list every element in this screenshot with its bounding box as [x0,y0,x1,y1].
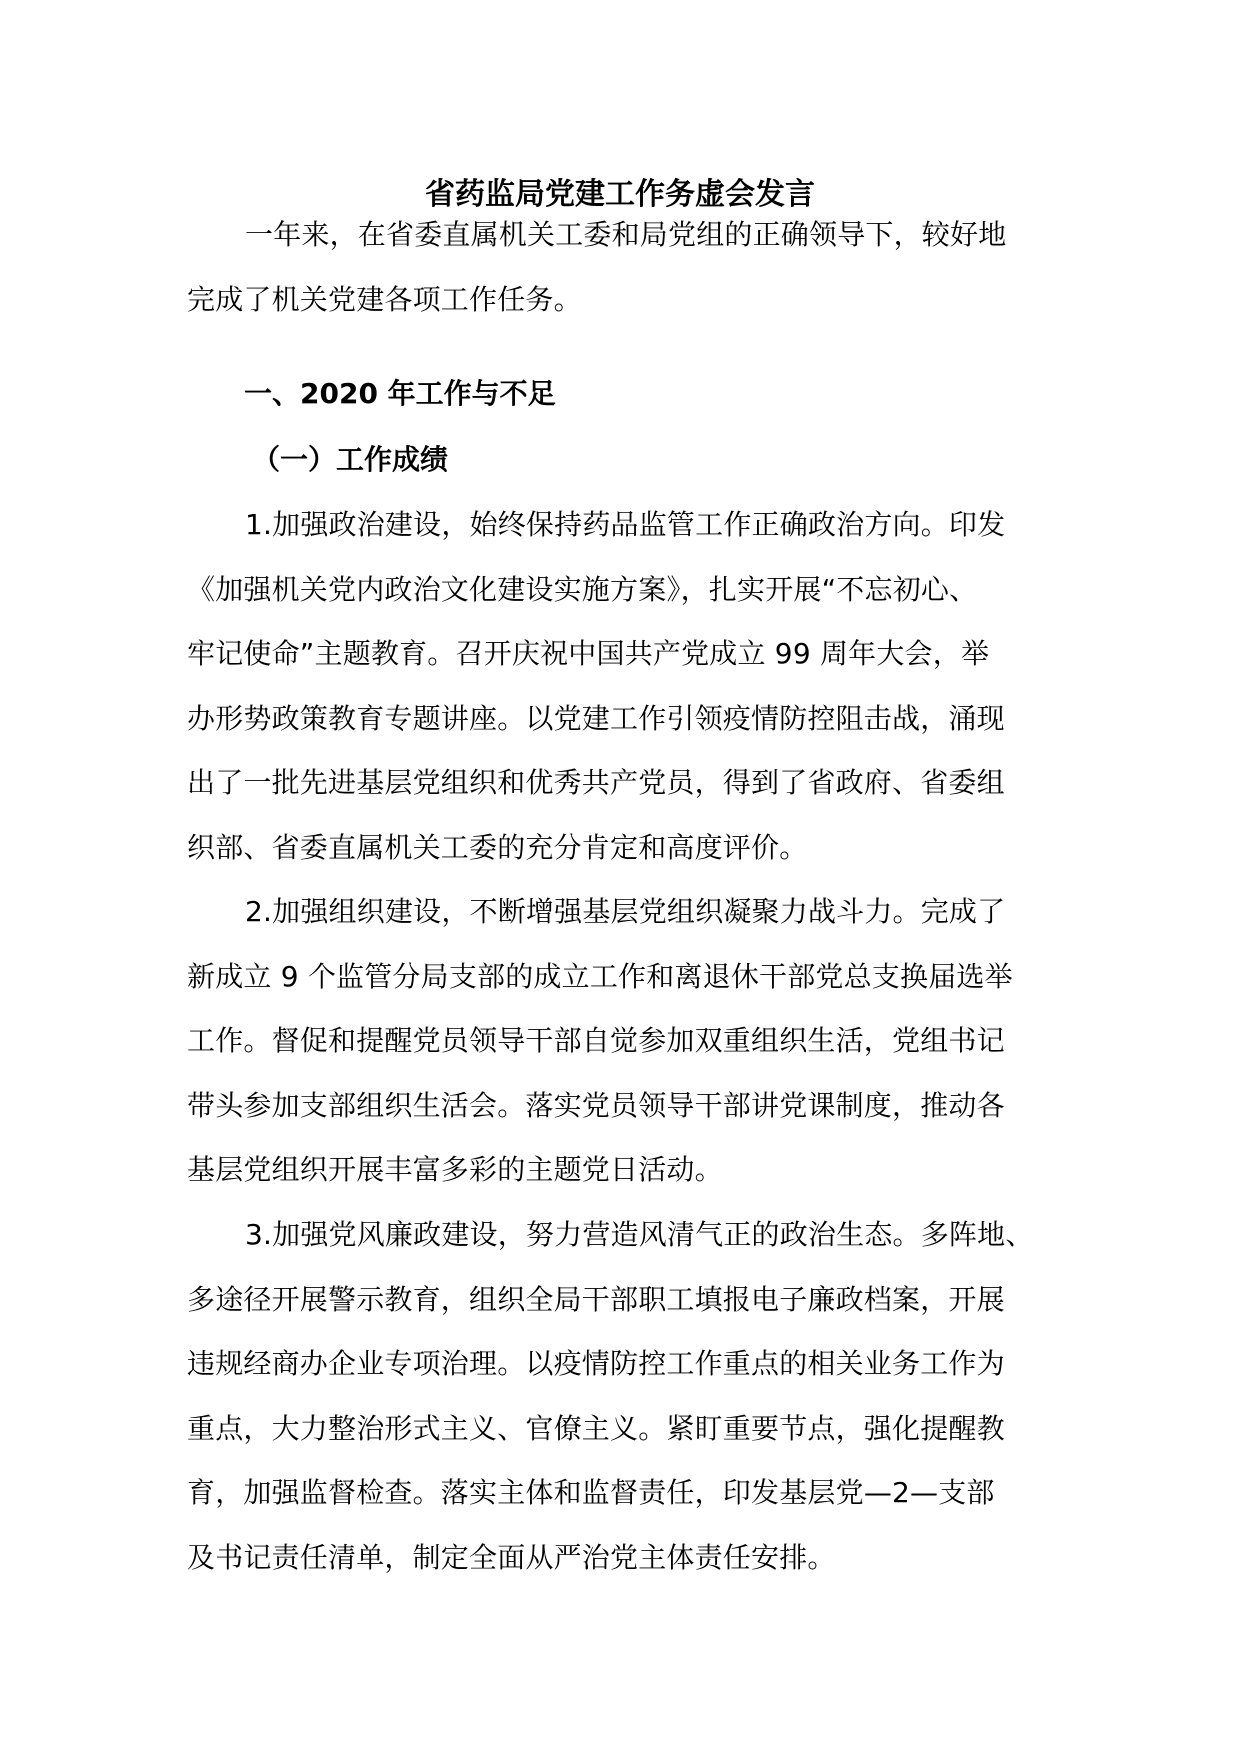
paragraph-line: 工作。督促和提醒党员领导干部自觉参加双重组织生活，党组书记 [187,1024,1005,1057]
paragraph-line: 及书记责任清单，制定全面从严治党主体责任安排。 [187,1540,836,1574]
paragraph-line: 出了一批先进基层党组织和优秀共产党员，得到了省政府、省委组 [187,766,1005,799]
paragraph-line: 新成立 9 个监管分局支部的成立工作和离退休干部党总支换届选举 [187,959,1013,993]
paragraph-line: 多途径开展警示教育，组织全局干部职工填报电子廉政档案，开展 [187,1282,1005,1316]
paragraph-1 [187,493,1053,880]
paragraph-line: 《加强机关党内政治文化建设实施方案》，扎实开展“不忘初心、 [187,572,978,606]
paragraph-line: 3.加强党风廉政建设，努力营造风清气正的政治生态。多阵地、 [245,1218,1034,1251]
paragraph-line: 带头参加支部组织生活会。落实党员领导干部讲党课制度，推动各 [187,1088,1005,1122]
paragraph-line [187,1461,1053,1526]
intro-paragraph [187,203,1053,332]
section-heading: 一、2020 年工作与不足 [244,377,556,410]
paragraph-line: 织部、省委直属机关工委的充分肯定和高度评价。 [187,830,808,864]
paragraph-line: 一年来，在省委直属机关工委和局党组的正确领导下，较好地 [245,218,1007,251]
paragraph-line: 1.加强政治建设，始终保持药品监管工作正确政治方向。印发 [245,508,1006,541]
document-title: 省药监局党建工作务虚会发言 [425,177,815,212]
paragraph-line-text: 育，加强监督检查。落实主体和监督责任，印发基层党 [187,1476,864,1509]
paragraph-line: 重点，大力整治形式主义、官僚主义。紧盯重要节点，强化提醒教 [187,1411,1005,1445]
paragraph-line: 2.加强组织建设，不断增强基层党组织凝聚力战斗力。完成了 [245,895,1006,928]
paragraph-line: 办形势政策教育专题讲座。以党建工作引领疫情防控阻击战，涌现 [187,701,1005,735]
page-number: —2— [863,1476,939,1509]
paragraph-line-text: 支部 [938,1476,995,1509]
paragraph-line: 基层党组织开展丰富多彩的主题党日活动。 [187,1153,723,1186]
paragraph-line: 违规经商办企业专项治理。以疫情防控工作重点的相关业务工作为 [187,1347,1005,1380]
paragraph-3 [187,1203,1053,1590]
paragraph-2 [187,880,1053,1203]
subsection-heading: （一）工作成绩 [252,443,449,476]
paragraph-line: 牢记使命”主题教育。召开庆祝中国共产党成立 99 周年大会，举 [187,637,990,670]
paragraph-line: 完成了机关党建各项工作任务。 [187,282,582,316]
